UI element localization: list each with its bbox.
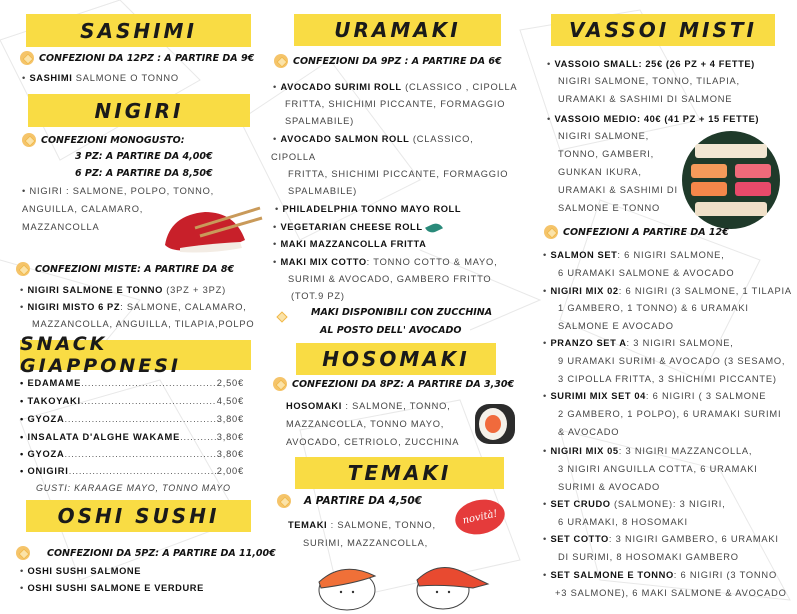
diamond-bullet-icon [544,225,558,239]
diamond-bullet-icon [16,546,30,560]
vassoio-small-line: NIGIRI SALMONE, TONNO, TILAPIA, [558,76,740,86]
diamond-bullet-icon [273,377,287,391]
set-item: • SET COTTO: 3 NIGIRI GAMBERO, 6 URAMAKI [543,534,779,544]
nigiri-list-line: MAZZANCOLLA [22,222,100,232]
nigiri-mix-item-cont: MAZZANCOLLA, ANGUILLA, TILAPIA,POLPO [32,319,255,329]
temaki-confezioni: A PARTIRE DA 4,50€ [277,494,422,508]
snack-row: • ONIGIRI ..... 2,00€ [20,465,244,477]
diamond-bullet-icon [277,494,291,508]
hosomaki-item: HOSOMAKI : SALMONE, TONNO, [286,401,451,411]
nigiri-chopsticks-image [160,200,265,255]
uramaki-item: • AVOCADO SALMON ROLL (CLASSICO, [273,134,474,144]
set-item-cont: SALMONE E AVOCADO [558,321,674,331]
oshi-header: OSHI SUSHI [26,500,251,532]
set-item: • NIGIRI MIX 05: 3 NIGIRI MAZZANCOLLA, [543,446,753,456]
set-item: • SET CRUDO (SALMONE): 3 NIGIRI, [543,499,726,509]
sashimi-confezioni: CONFEZIONI DA 12PZ : A PARTIRE DA 9€ [20,51,254,65]
uramaki-item-cont: FRITTA, SHICHIMI PICCANTE, FORMAGGIO [288,169,509,179]
set-item: • SET SALMONE E TONNO: 6 NIGIRI (3 TONNO [543,570,777,580]
vassoi-header: VASSOI MISTI [551,14,775,46]
temaki-header: TEMAKI [295,457,504,489]
nigiri-confezioni-miste: CONFEZIONI MISTE: A PARTIRE DA 8€ [16,262,234,276]
temaki-item-cont: SURIMI, MAZZANCOLLA, [303,538,428,548]
hosomaki-item-cont: AVOCADO, CETRIOLO, ZUCCHINA [286,437,460,447]
uramaki-item-cont: SURIMI & AVOCADO, GAMBERO FRITTO [288,274,492,284]
snack-row: • EDAMAME ..... 2,50€ [20,377,244,389]
vassoio-medio-line: NIGIRI SALMONE, [558,131,650,141]
uramaki-item: • MAKI MAZZANCOLLA FRITTA [273,239,427,249]
diamond-bullet-icon [16,262,30,276]
nigiri-list-line: • NIGIRI : SALMONE, POLPO, TONNO, [22,186,215,196]
oshi-item: • OSHI SUSHI SALMONE [20,566,142,576]
hosomaki-confezioni: CONFEZIONI DA 8PZ: A PARTIRE DA 3,30€ [273,377,514,391]
vassoio-medio-line: SALMONE E TONNO [558,203,661,213]
set-item-cont: 6 URAMAKI, 8 HOSOMAKI [558,517,688,527]
nigiri-price-3pz: 3 PZ: A PARTIRE DA 4,00€ [75,151,213,162]
oshi-confezioni: CONFEZIONI DA 5PZ: A PARTIRE DA 11,00€ [16,546,276,560]
sashimi-header: SASHIMI [26,14,251,47]
hosomaki-item-cont: MAZZANCOLLA, TONNO MAYO, [286,419,445,429]
vassoio-medio-line: TONNO, GAMBERI, [558,149,655,159]
snack-row: • TAKOYAKI ..... 4,50€ [20,395,244,407]
uramaki-item: • MAKI MIX COTTO: TONNO COTTO & MAYO, [273,257,498,267]
set-item-cont: DI SURIMI, 8 HOSOMAKI GAMBERO [558,552,739,562]
hosomaki-header: HOSOMAKI [296,343,496,375]
uramaki-item-cont: FRITTA, SHICHIMI PICCANTE, FORMAGGIO [285,99,506,109]
uramaki-item: • VEGETARIAN CHEESE ROLL [273,221,442,233]
snack-note: GUSTI: KARAAGE MAYO, TONNO MAYO [36,483,231,493]
uramaki-note-2: AL POSTO DELL' AVOCADO [320,325,462,336]
set-item: • SURIMI MIX SET 04: 6 NIGIRI ( 3 SALMONE [543,391,767,401]
nigiri-list-line: ANGUILLA, CALAMARO, [22,204,144,214]
uramaki-item: • PHILADELPHIA TONNO MAYO ROLL [275,204,462,214]
set-item: • NIGIRI MIX 02: 6 NIGIRI (3 SALMONE, 1 TILAPIA [543,286,792,296]
nigiri-mix-item: • NIGIRI SALMONE E TONNO (3PZ + 3PZ) [20,285,226,295]
vassoio-medio-line: URAMAKI & SASHIMI DI [558,185,678,195]
sushi-characters-image [313,558,513,614]
diamond-bullet-icon [274,54,288,68]
set-item-cont: 6 URAMAKI SALMONE & AVOCADO [558,268,735,278]
set-item-cont: 3 CIPOLLA FRITTA, 3 SHICHIMI PICCANTE) [558,374,777,384]
set-item: • SALMON SET: 6 NIGIRI SALMONE, [543,250,725,260]
set-item-cont: 2 GAMBERO, 1 POLPO), 6 URAMAKI SURIMI [558,409,782,419]
set-item-cont: 1 GAMBERO, 1 TONNO) & 6 URAMAKI [558,303,749,313]
set-item-cont: & AVOCADO [558,427,620,437]
sushi-platter-image [681,130,781,230]
sashimi-item: • SASHIMI SALMONE O TONNO [22,73,179,83]
uramaki-item-cont: SPALMABILE) [288,186,358,196]
snack-row: • GYOZA ..... 3,80€ [20,413,244,425]
uramaki-item-cont: CIPOLLA [271,152,316,162]
nigiri-mix-item: • NIGIRI MISTO 6 PZ: SALMONE, CALAMARO, [20,302,247,312]
nigiri-price-6pz: 6 PZ: A PARTIRE DA 8,50€ [75,168,213,179]
set-item-cont: 9 URAMAKI SURIMI & AVOCADO (3 SESAMO, [558,356,786,366]
uramaki-note-1: MAKI DISPONIBILI CON ZUCCHINA [311,307,493,318]
vassoio-medio-head: • VASSOIO MEDIO: 40€ (41 PZ + 15 FETTE) [547,114,760,124]
nigiri-confezioni-monogusto: CONFEZIONI MONOGUSTO: [22,133,185,147]
set-item-cont: SURIMI & AVOCADO [558,482,660,492]
diamond-bullet-icon [20,51,34,65]
set-item-cont: 3 NIGIRI ANGUILLA COTTA, 6 URAMAKI [558,464,758,474]
temaki-item: TEMAKI : SALMONE, TONNO, [288,520,436,530]
uramaki-item: • AVOCADO SURIMI ROLL (CLASSICO , CIPOLLA [273,82,518,92]
nigiri-header: NIGIRI [28,94,250,127]
snack-header: SNACK GIAPPONESI [20,340,251,370]
snack-row: • GYOZA ..... 3,80€ [20,448,244,460]
vassoi-confezioni: CONFEZIONI A PARTIRE DA 12€ [544,225,729,239]
vassoio-small-head: • VASSOIO SMALL: 25€ (26 PZ + 4 FETTE) [547,59,755,69]
set-item-cont: +3 SALMONE), 6 MAKI SALMONE & AVOCADO [555,588,787,598]
snack-row: • INSALATA D'ALGHE WAKAME ..... 3,80€ [20,431,244,443]
uramaki-item-cont: (TOT.9 PZ) [291,291,345,301]
uramaki-item-cont: SPALMABILE) [285,116,355,126]
vassoio-medio-line: GUNKAN IKURA, [558,167,642,177]
oshi-item: • OSHI SUSHI SALMONE E VERDURE [20,583,204,593]
uramaki-header: URAMAKI [294,14,501,46]
vassoio-small-line: URAMAKI & SASHIMI DI SALMONE [558,94,733,104]
uramaki-confezioni: CONFEZIONI DA 9PZ : A PARTIRE DA 6€ [274,54,502,68]
hosomaki-roll-image [473,400,517,448]
leaf-icon [425,221,443,235]
novita-badge: novità! [452,495,508,539]
set-item: • PRANZO SET A: 3 NIGIRI SALMONE, [543,338,734,348]
diamond-bullet-icon [22,133,36,147]
